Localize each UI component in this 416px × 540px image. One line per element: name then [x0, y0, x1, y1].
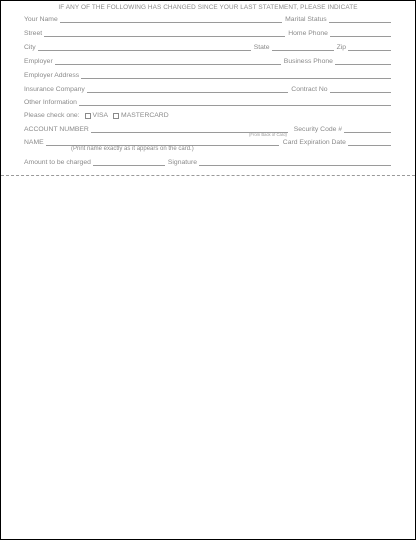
city-field[interactable]: [38, 44, 251, 51]
mastercard-label: MASTERCARD: [121, 112, 169, 119]
row-employer-address: [24, 70, 391, 79]
row-amount-signature: [24, 157, 391, 166]
city-label: City: [24, 44, 36, 51]
employer-address-field[interactable]: [81, 72, 391, 79]
row-insurance: [24, 84, 391, 93]
form-header: IF ANY OF THE FOLLOWING HAS CHANGED SINCE YOUR LAST STATEMENT, PLEASE INDICATE: [58, 4, 358, 11]
print-name-hint: (Print name exactly as it appears on the card.): [71, 146, 194, 152]
security-code-note: (From Back of Card): [249, 132, 287, 137]
marital-status-field[interactable]: [329, 16, 391, 23]
business-phone-label: Business Phone: [283, 58, 333, 65]
amount-charged-label: Amount to be charged: [24, 159, 91, 166]
employer-address-label: Employer Address: [24, 72, 80, 79]
row-other-info: [24, 97, 391, 106]
row-street-phone: [24, 28, 391, 37]
amount-charged-field[interactable]: [93, 159, 165, 166]
contract-no-field[interactable]: [330, 86, 391, 93]
perforation-line: [1, 175, 415, 176]
employer-field[interactable]: [55, 58, 281, 65]
row-card-type: [24, 110, 391, 119]
row-employer: [24, 56, 391, 65]
card-expiration-label: Card Expiration Date: [282, 139, 346, 146]
contract-no-label: Contract No: [291, 86, 328, 93]
marital-status-label: Marital Status: [285, 16, 327, 23]
other-information-label: Other Information: [24, 99, 77, 106]
zip-field[interactable]: [348, 44, 391, 51]
card-expiration-field[interactable]: [348, 139, 391, 146]
your-name-field[interactable]: [60, 16, 282, 23]
security-code-label: Security Code #: [293, 126, 343, 133]
visa-label: VISA: [92, 112, 109, 119]
card-name-field[interactable]: [46, 139, 279, 146]
other-information-field[interactable]: [79, 99, 391, 106]
insurance-company-label: Insurance Company: [24, 86, 85, 93]
street-label: Street: [24, 30, 43, 37]
employer-label: Employer: [24, 58, 53, 65]
business-phone-field[interactable]: [335, 58, 391, 65]
please-check-one-label: Please check one:: [24, 112, 80, 119]
state-label: State: [253, 44, 270, 51]
zip-label: Zip: [336, 44, 347, 51]
insurance-company-field[interactable]: [87, 86, 288, 93]
visa-checkbox[interactable]: [85, 113, 91, 119]
card-name-label: NAME: [24, 139, 44, 146]
signature-label: Signature: [167, 159, 197, 166]
your-name-label: Your Name: [24, 16, 58, 23]
mastercard-checkbox[interactable]: [113, 113, 119, 119]
street-field[interactable]: [44, 30, 285, 37]
state-field[interactable]: [272, 44, 334, 51]
home-phone-label: Home Phone: [288, 30, 328, 37]
security-code-field[interactable]: [344, 126, 391, 133]
home-phone-field[interactable]: [330, 30, 391, 37]
row-city-state-zip: [24, 42, 391, 51]
account-number-label: ACCOUNT NUMBER: [24, 126, 89, 133]
signature-field[interactable]: [199, 159, 391, 166]
row-name-marital: [24, 14, 391, 23]
row-account: [24, 124, 391, 133]
row-name-expiration: [24, 137, 391, 146]
